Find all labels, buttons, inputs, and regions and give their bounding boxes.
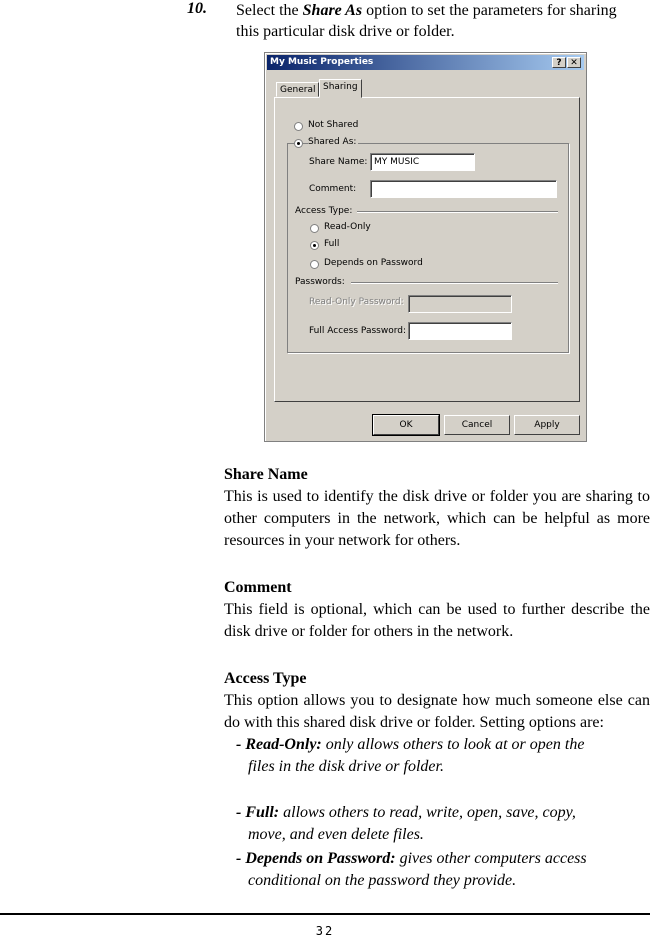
properties-dialog [264,52,587,442]
full-access-password-input[interactable] [408,322,512,340]
access-type-description: This option allows you to designate how much someone else can do with this shared disk drive or folder. Setting options are: [224,692,650,731]
depends-on-password-label: Depends on Password [324,258,423,268]
step-number: 10. [187,0,207,17]
comment-label: Comment: [309,184,357,194]
page-number: 32 [315,924,335,938]
access-type-heading: Access Type [224,670,307,687]
option-depends-on-password [236,848,650,892]
option-full [236,802,650,846]
dialog-titlebar [267,55,584,70]
share-name-section [224,464,650,552]
tab-sharing[interactable]: Sharing [319,79,362,98]
not-shared-label: Not Shared [308,120,359,130]
access-type-divider [357,211,558,213]
share-name-label: Share Name: [309,157,368,167]
read-only-radio[interactable] [310,224,319,233]
full-radio[interactable] [310,241,319,250]
share-name-input[interactable]: MY MUSIC [370,153,475,171]
apply-button[interactable]: Apply [514,415,580,435]
shared-as-label: Shared As: [308,137,357,147]
step-text-after: option to set the parameters for sharing this particular disk drive or folder. [236,2,617,40]
read-only-password-input [408,295,512,313]
option-read-only-name: - Read-Only: [236,736,322,753]
option-depends-name: - Depends on Password: [236,850,396,867]
passwords-divider [351,282,558,284]
ok-button[interactable]: OK [373,415,439,435]
cancel-button[interactable]: Cancel [444,415,510,435]
comment-input[interactable] [370,180,557,198]
passwords-label: Passwords: [295,277,345,287]
help-button[interactable]: ? [552,57,566,68]
access-type-section [224,668,650,734]
option-full-name: - Full: [236,804,280,821]
comment-section [224,577,650,643]
option-depends-line2: conditional on the password they provide. [248,872,517,889]
not-shared-radio[interactable] [294,122,303,131]
option-read-only-line2: files in the disk drive or folder. [248,758,444,775]
read-only-label: Read-Only [324,222,371,232]
read-only-password-label: Read-Only Password: [309,297,404,307]
shared-as-radio[interactable] [294,139,303,148]
dialog-title: My Music Properties [270,57,374,67]
full-label: Full [324,239,340,249]
option-full-line2: move, and even delete files. [248,826,424,843]
step-text-before: Select the [236,2,303,19]
option-full-line1: allows others to read, write, open, save, copy, [279,804,576,821]
tab-general[interactable]: General [276,82,319,97]
comment-heading: Comment [224,579,292,596]
step-emphasis: Share As [302,2,363,19]
comment-description: This field is optional, which can be used to further describe the disk drive or folder for others in the network. [224,601,650,640]
access-type-label: Access Type: [295,206,353,216]
full-access-password-label: Full Access Password: [309,326,406,336]
option-read-only [236,734,650,778]
depends-on-password-radio[interactable] [310,260,319,269]
close-button[interactable]: ✕ [567,57,581,68]
footer-rule [0,913,650,915]
share-name-description: This is used to identify the disk drive or folder you are sharing to other computers in the network, which can be helpful as more resources in your network for others. [224,488,650,549]
option-depends-line1: gives other computers access [395,850,587,867]
option-read-only-line1: only allows others to look at or open the [321,736,585,753]
step-instruction [236,0,636,42]
share-name-heading: Share Name [224,466,308,483]
